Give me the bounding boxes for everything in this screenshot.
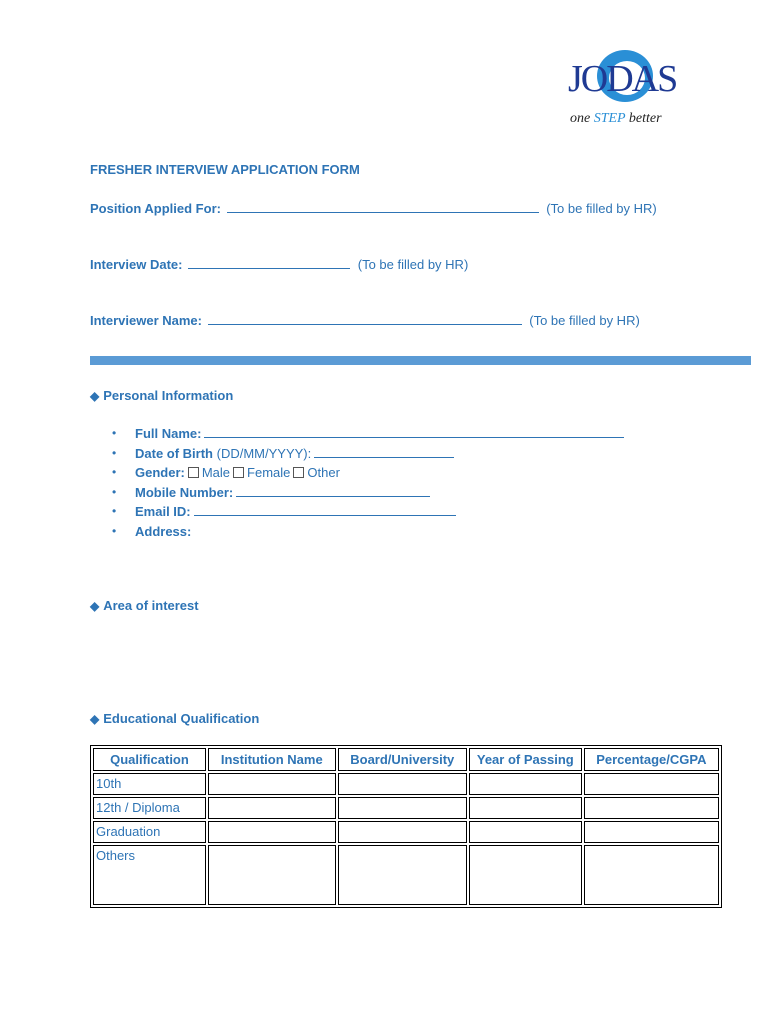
table-cell[interactable] [338, 845, 467, 905]
table-cell[interactable] [338, 821, 467, 843]
bullet-icon: • [112, 426, 117, 440]
table-cell[interactable] [338, 773, 467, 795]
form-title: FRESHER INTERVIEW APPLICATION FORM [90, 162, 360, 177]
table-row [93, 773, 719, 795]
area-of-interest-heading: ◆ Area of interest [90, 598, 199, 613]
email-blank[interactable] [194, 503, 456, 516]
header-year-of-passing: Year of Passing [469, 748, 582, 771]
bullet-icon: • [112, 504, 117, 518]
gender-option-other: Other [307, 465, 340, 480]
mobile-label: Mobile Number: [135, 484, 234, 500]
table-cell[interactable] [469, 797, 582, 819]
bullet-icon: • [112, 465, 117, 479]
education-heading: ◆ Educational Qualification [90, 711, 260, 726]
address-label: Address: [135, 523, 192, 539]
male-checkbox[interactable] [188, 467, 199, 478]
table-cell[interactable] [208, 845, 336, 905]
full-name-blank[interactable] [204, 425, 624, 438]
table-cell[interactable] [208, 821, 336, 843]
other-checkbox[interactable] [293, 467, 304, 478]
qualification-cell: Graduation [93, 821, 206, 843]
bullet-icon: • [112, 445, 117, 460]
hr-note: (To be filled by HR) [357, 257, 469, 272]
diamond-icon: ◆ [90, 712, 100, 726]
position-applied-field [90, 200, 657, 216]
table-cell[interactable] [584, 797, 719, 819]
table-cell[interactable] [469, 821, 582, 843]
header-institution-name: Institution Name [208, 748, 336, 771]
gender-option-male: Male [201, 465, 231, 480]
list-item [108, 463, 624, 483]
table-row [93, 845, 719, 905]
table-cell[interactable] [338, 797, 467, 819]
interviewer-name-field [90, 312, 640, 328]
table-cell[interactable] [469, 773, 582, 795]
hr-note: (To be filled by HR) [546, 201, 657, 216]
table-cell[interactable] [208, 773, 336, 795]
interview-date-blank[interactable] [188, 256, 350, 269]
hr-note: (To be filled by HR) [529, 313, 640, 328]
position-applied-label: Position Applied For: [90, 201, 221, 216]
list-item [108, 424, 624, 444]
personal-info-heading: ◆ Personal Information [90, 388, 234, 403]
gender-option-female: Female [247, 465, 291, 480]
table-cell[interactable] [584, 845, 719, 905]
table-row [93, 797, 719, 819]
header-qualification: Qualification [93, 748, 206, 771]
qualification-cell: Others [93, 845, 206, 905]
company-logo [566, 44, 686, 130]
header-board-university: Board/University [338, 748, 467, 771]
list-item [108, 444, 624, 464]
personal-info-list [108, 424, 624, 541]
table-header-row [93, 748, 719, 771]
logo-wordmark: JODAS [568, 58, 677, 100]
dob-label: Date of Birth [135, 445, 213, 461]
position-applied-blank[interactable] [227, 200, 539, 213]
table-cell[interactable] [584, 821, 719, 843]
mobile-blank[interactable] [236, 484, 430, 497]
bullet-icon: • [112, 523, 117, 538]
interviewer-name-blank[interactable] [208, 312, 522, 325]
table-cell[interactable] [584, 773, 719, 795]
header-percentage-cgpa: Percentage/CGPA [584, 748, 719, 771]
gender-label: Gender: [135, 465, 185, 480]
list-item [108, 522, 624, 542]
dob-blank[interactable] [314, 445, 454, 458]
diamond-icon: ◆ [90, 599, 100, 613]
interview-date-label: Interview Date: [90, 257, 183, 272]
interviewer-name-label: Interviewer Name: [90, 313, 202, 328]
dob-format: (DD/MM/YYYY): [216, 445, 312, 461]
diamond-icon: ◆ [90, 389, 100, 403]
female-checkbox[interactable] [233, 467, 244, 478]
list-item [108, 502, 624, 522]
education-table [90, 745, 722, 908]
email-label: Email ID: [135, 504, 191, 519]
table-row [93, 821, 719, 843]
full-name-label: Full Name: [135, 426, 202, 441]
logo-tagline: one STEP better [570, 111, 662, 126]
table-cell[interactable] [208, 797, 336, 819]
table-cell[interactable] [469, 845, 582, 905]
interview-date-field [90, 256, 468, 272]
qualification-cell: 12th / Diploma [93, 797, 206, 819]
bullet-icon: • [112, 484, 117, 499]
list-item [108, 483, 624, 503]
qualification-cell: 10th [93, 773, 206, 795]
section-divider-bar [90, 356, 751, 365]
